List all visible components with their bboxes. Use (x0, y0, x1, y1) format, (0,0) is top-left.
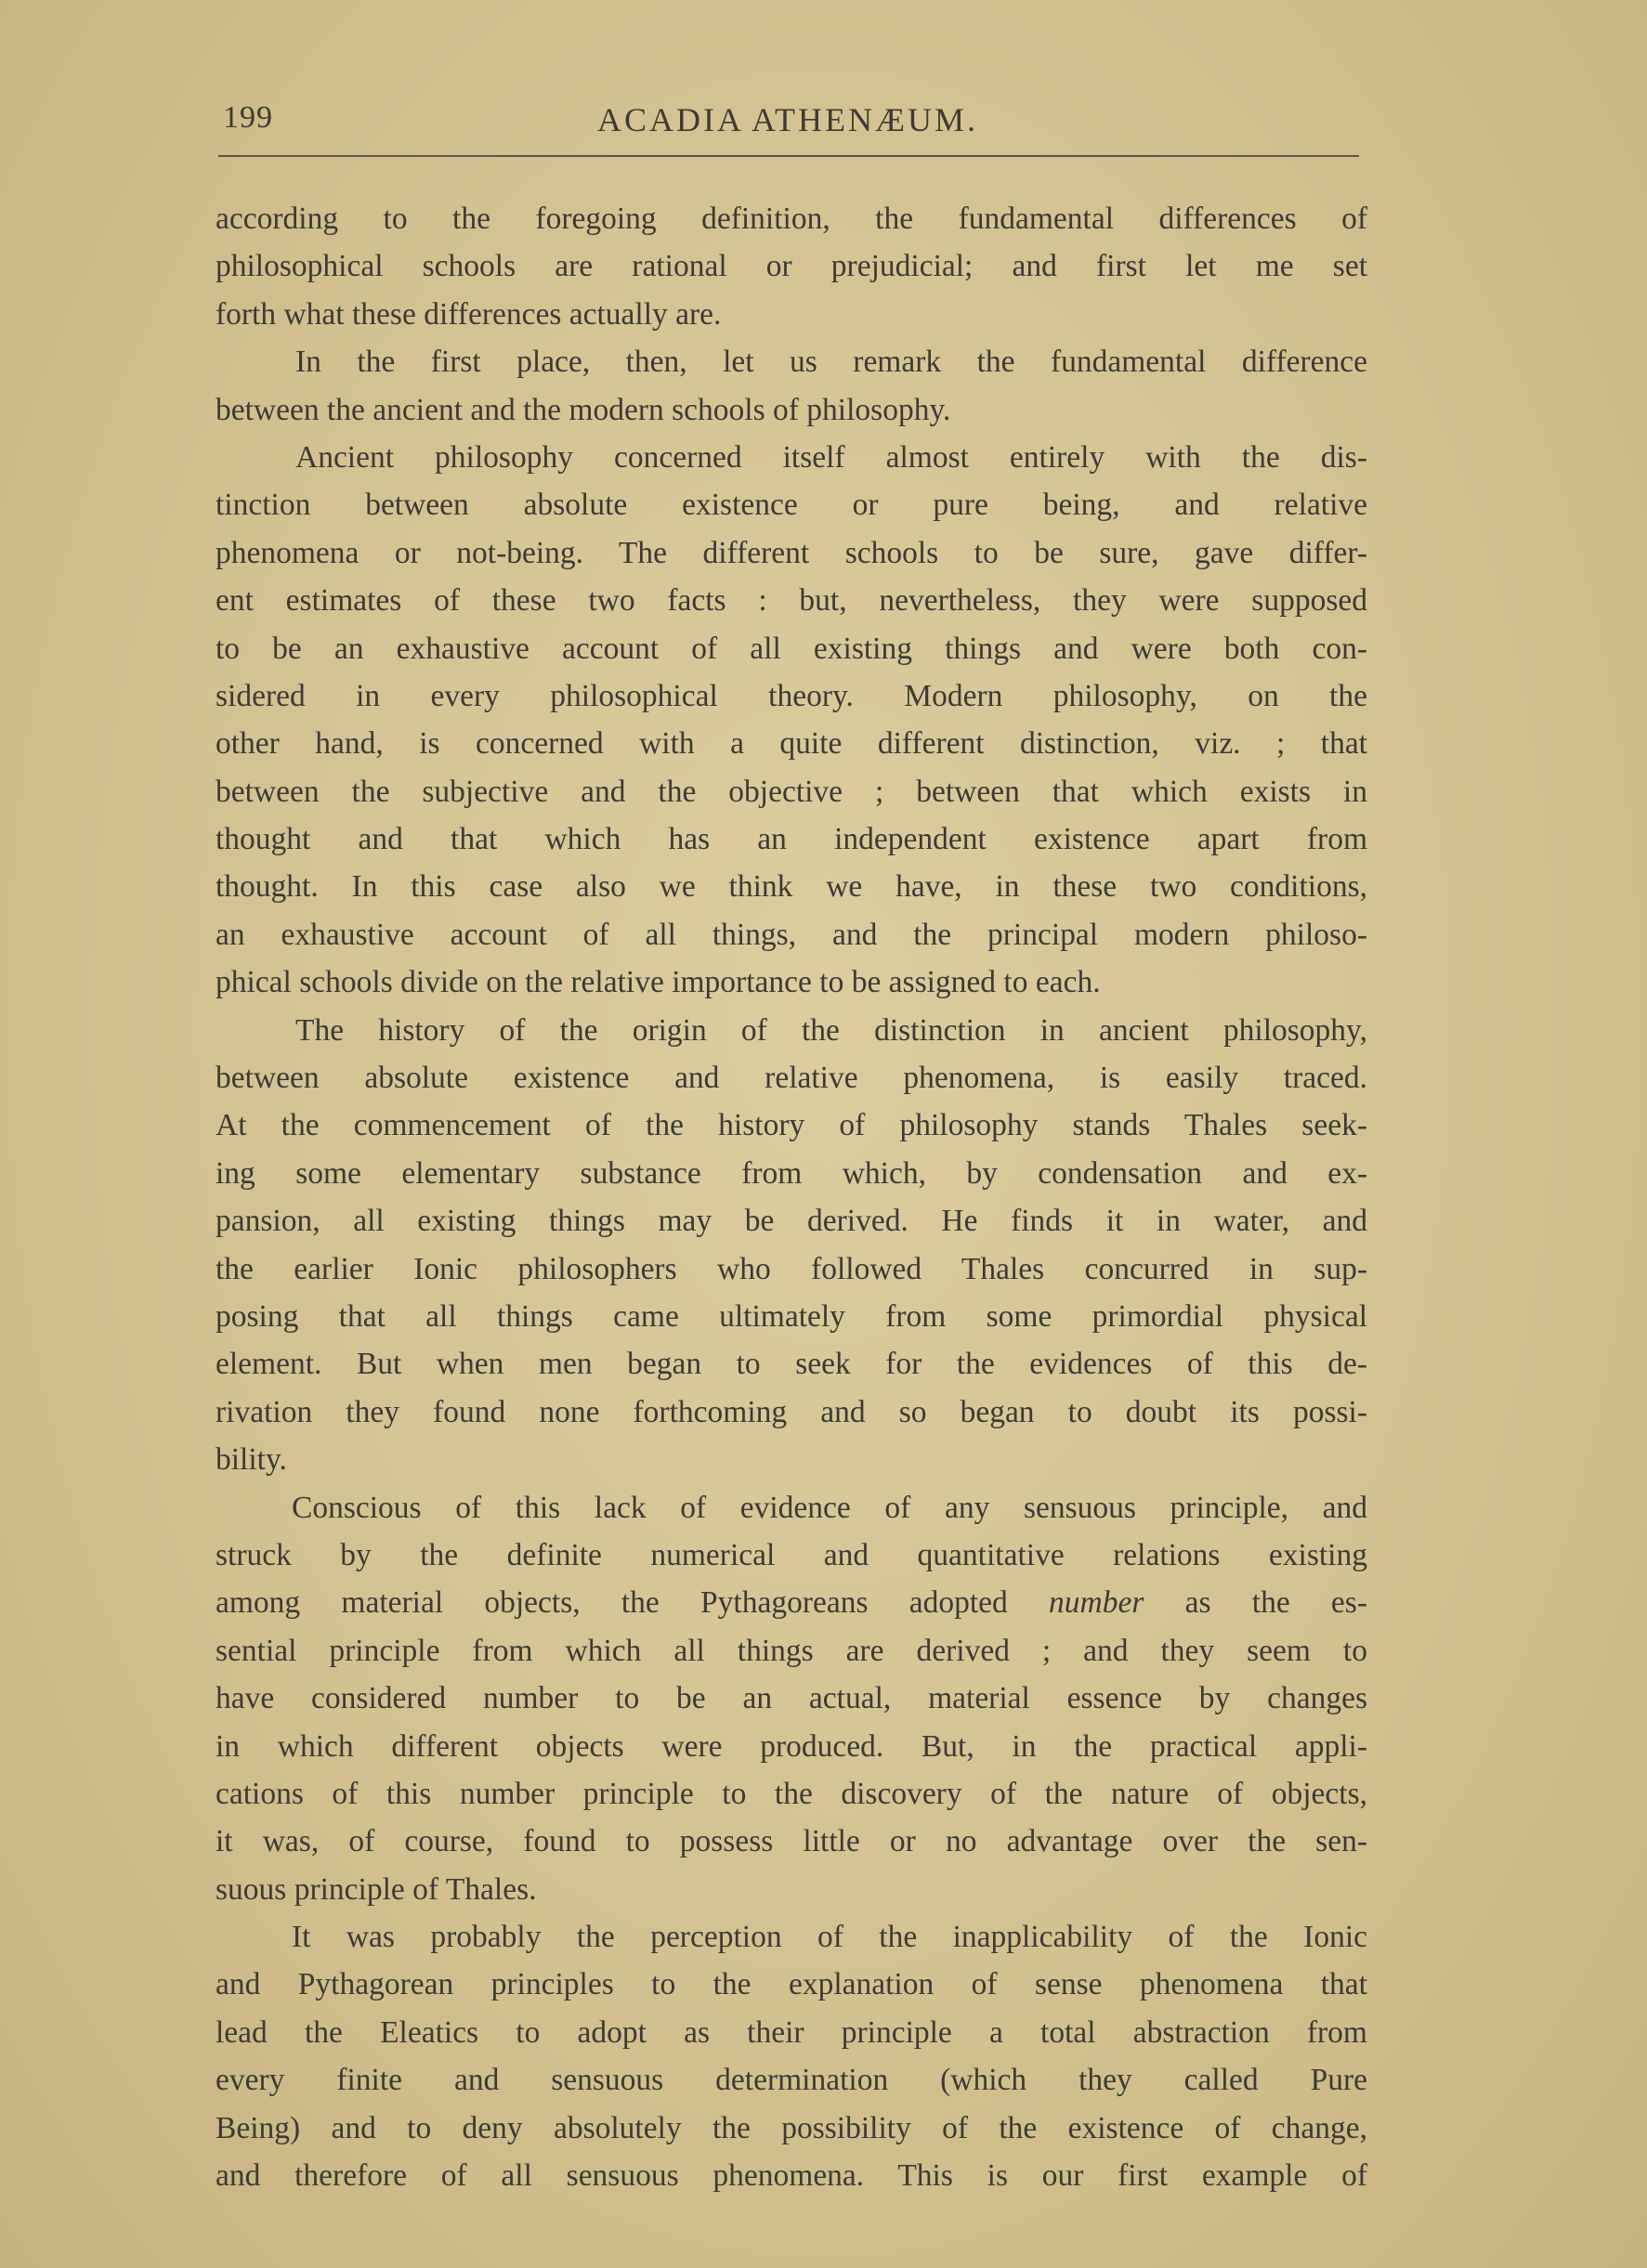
text-line: between absolute existence and relative phenomena, is easily traced. (216, 1061, 1367, 1096)
body-text (216, 195, 1367, 2199)
page-number: 199 (223, 100, 273, 135)
text-line: and therefore of all sensuous phenomena. This is our first example of (216, 2158, 1367, 2194)
text-line: struck by the definite numerical and quantitative relations existing (216, 1537, 1367, 1572)
text-line: philosophical schools are rational or prejudicial; and first let me set (216, 249, 1367, 284)
text-line: between the subjective and the objective ; between that which exists in (216, 774, 1367, 809)
text-line: posing that all things came ultimately from some primordial physical (216, 1298, 1367, 1334)
text-line: in which different objects were produced. But, in the practical appli- (216, 1728, 1367, 1764)
text-line: suous principle of Thales. (216, 1871, 537, 1907)
text-line: phical schools divide on the relative importance to be assigned to each. (216, 965, 1101, 1000)
text-line: bility. (216, 1442, 287, 1478)
text-line-with-italic (216, 1579, 1367, 1626)
text-line: tinction between absolute existence or pure being, and relative (216, 488, 1367, 523)
text-line: forth what these differences actually are. (216, 296, 722, 332)
text-line: every finite and sensuous determination (which they called Pure (216, 2063, 1367, 2098)
text-line: other hand, is concerned with a quite different distinction, viz. ; that (216, 726, 1367, 762)
text-line: element. But when men began to seek for the evidences of this de- (216, 1347, 1367, 1382)
paragraph-start-line: Ancient philosophy concerned itself almost entirely with the dis- (295, 439, 1367, 475)
text-line: an exhaustive account of all things, and the principal modern philoso- (216, 917, 1367, 952)
text-line: and Pythagorean principles to the explanation of sense phenomena that (216, 1967, 1367, 2002)
text-line: phenomena or not-being. The different schools to be sure, gave differ- (216, 535, 1367, 570)
page-header (216, 100, 1360, 156)
text-line: thought. In this case also we think we have, in these two conditions, (216, 869, 1367, 905)
header-rule (218, 155, 1359, 157)
text-line: between the ancient and the modern schools of philosophy. (216, 392, 951, 427)
text-segment: as the es- (1184, 1585, 1367, 1621)
text-line: it was, of course, found to possess little or no advantage over the sen- (216, 1824, 1367, 1859)
paragraph-start-line: In the first place, then, let us remark the fundamental difference (295, 345, 1367, 380)
text-line: lead the Eleatics to adopt as their principle a total abstraction from (216, 2014, 1367, 2050)
text-line: according to the foregoing definition, the fundamental differences of (216, 202, 1367, 236)
paragraph-start-line: Conscious of this lack of evidence of any sensuous principle, and (292, 1490, 1367, 1525)
text-line: rivation they found none forthcoming and so began to doubt its possi- (216, 1394, 1367, 1429)
text-line: ing some elementary substance from which, by condensation and ex- (216, 1155, 1367, 1191)
text-line: cations of this number principle to the discovery of the nature of objects, (216, 1776, 1367, 1811)
text-line: sential principle from which all things are derived ; and they seem to (216, 1633, 1367, 1668)
text-line: have considered number to be an actual, material essence by changes (216, 1681, 1367, 1716)
text-line: the earlier Ionic philosophers who followed Thales concurred in sup- (216, 1251, 1367, 1286)
paragraph-start-line: It was probably the perception of the inapplicability of the Ionic (292, 1920, 1367, 1955)
text-line: At the commencement of the history of philosophy stands Thales seek- (216, 1108, 1367, 1143)
paragraph-start-line: The history of the origin of the distinction in ancient philosophy, (295, 1012, 1367, 1048)
text-line: to be an exhaustive account of all existing things and were both con- (216, 631, 1367, 666)
text-line: Being) and to deny absolutely the possibility of the existence of change, (216, 2110, 1367, 2145)
text-line: thought and that which has an independent existence apart from (216, 822, 1367, 857)
italic-word: number (1049, 1585, 1144, 1621)
text-segment: among material objects, the Pythagoreans adopted (216, 1585, 1008, 1621)
running-title: ACADIA ATHENÆUM. (596, 101, 979, 138)
text-line: pansion, all existing things may be derived. He finds it in water, and (216, 1204, 1367, 1239)
text-line: ent estimates of these two facts : but, nevertheless, they were supposed (216, 583, 1367, 619)
text-line: sidered in every philosophical theory. Modern philosophy, on the (216, 678, 1367, 713)
